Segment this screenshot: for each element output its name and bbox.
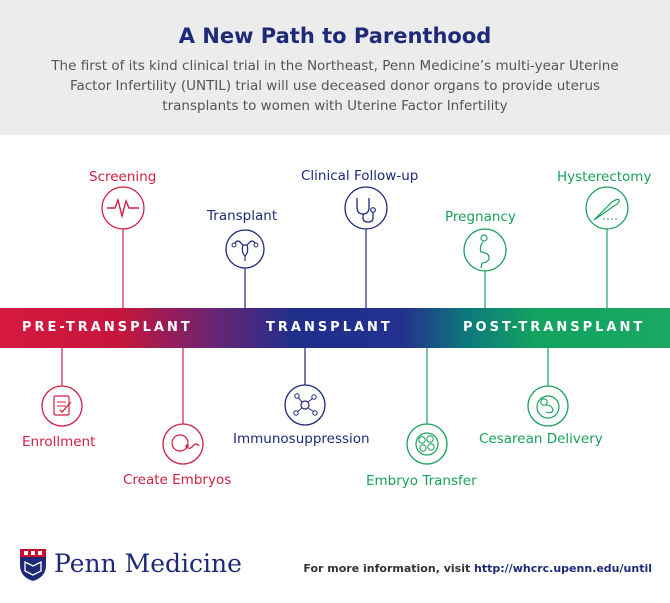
step-hysterectomy-label: Hysterectomy — [557, 169, 652, 185]
embryo-cells-icon — [407, 424, 447, 464]
egg-sperm-icon — [163, 424, 203, 464]
phase-post-transplant: POST-TRANSPLANT — [463, 320, 646, 335]
step-cesarean-delivery-label: Cesarean Delivery — [479, 431, 603, 447]
penn-medicine-brand: Penn Medicine — [54, 549, 242, 578]
phase-pre-transplant: PRE-TRANSPLANT — [22, 320, 193, 335]
clipboard-icon — [42, 386, 82, 426]
footer-url-link[interactable]: http://whcrc.upenn.edu/until — [474, 562, 652, 575]
molecule-icon — [285, 385, 325, 425]
step-enrollment-label: Enrollment — [22, 434, 96, 450]
penn-shield-logo — [18, 547, 48, 583]
step-transplant-label: Transplant — [207, 208, 278, 224]
phase-transplant: TRANSPLANT — [266, 320, 393, 335]
page-title: A New Path to Parenthood — [178, 24, 492, 48]
footer-info — [303, 562, 652, 575]
pregnant-woman-icon — [464, 229, 506, 271]
step-screening-label: Screening — [89, 169, 157, 185]
uterus-icon — [226, 230, 264, 268]
page-subtitle: The first of its kind clinical trial in the Northeast, Penn Medicine’s multi-year Uterine Factor Infertility (UNTIL) trial will use deceased donor organs to provide uterus transplants to women with Uterine Factor Infertility — [51, 58, 619, 114]
step-pregnancy-label: Pregnancy — [445, 209, 516, 225]
step-embryo-transfer-label: Embryo Transfer — [366, 473, 477, 489]
step-clinical-follow-up-label: Clinical Follow-up — [301, 168, 419, 184]
scalpel-icon — [586, 187, 628, 229]
step-create-embryos-label: Create Embryos — [123, 472, 232, 488]
step-immunosuppression-label: Immunosuppression — [233, 431, 370, 447]
baby-womb-icon — [528, 386, 568, 426]
heartbeat-icon — [102, 187, 144, 229]
footer-info-text: For more information, visit — [303, 562, 475, 575]
stethoscope-icon — [345, 187, 387, 229]
